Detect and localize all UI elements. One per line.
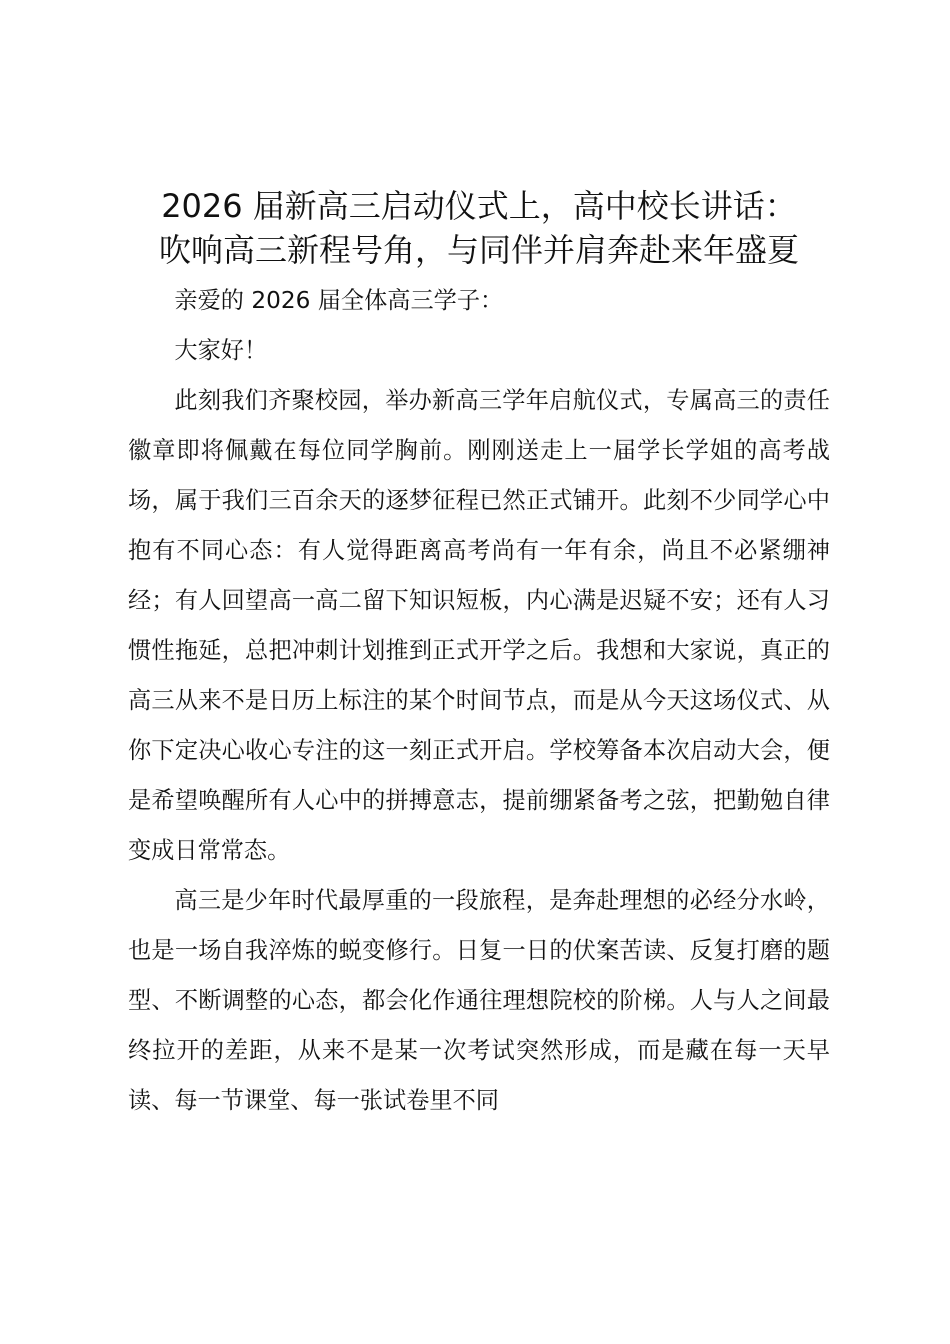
- title-line-1: 2026 届新高三启动仪式上，高中校长讲话：: [161, 187, 797, 225]
- body-paragraph-2: 高三是少年时代最厚重的一段旅程，是奔赴理想的必经分水岭，也是一场自我淬炼的蜕变修行。日复一日的伏案苦读、反复打磨的题型、不断调整的心态，都会化作通往理想院校的阶梯。人与人之间最终拉开的差距，从来不是某一次考试突然形成，而是藏在每一天早读、每一节课堂、每一张试卷里不同: [128, 887, 830, 1114]
- document-body: [128, 276, 830, 1126]
- document-title: [128, 184, 830, 272]
- body-paragraph-1: 此刻我们齐聚校园，举办新高三学年启航仪式，专属高三的责任徽章即将佩戴在每位同学胸前。刚刚送走上一届学长学姐的高考战场，属于我们三百余天的逐梦征程已然正式铺开。此刻不少同学心中抱有不同心态：有人觉得距离高考尚有一年有余，尚且不必紧绷神经；有人回望高一高二留下知识短板，内心满是迟疑不安；还有人习惯性拖延，总把冲刺计划推到正式开学之后。我想和大家说，真正的高三从来不是日历上标注的某个时间节点，而是从今天这场仪式、从你下定决心收心专注的这一刻正式开启。学校筹备本次启动大会，便是希望唤醒所有人心中的拼搏意志，提前绷紧备考之弦，把勤勉自律变成日常常态。: [128, 387, 830, 864]
- salutation: 亲爱的 2026 届全体高三学子：: [174, 287, 504, 314]
- document-page: [128, 184, 830, 1126]
- title-line-2: 吹响高三新程号角，与同伴并肩奔赴来年盛夏: [158, 231, 799, 269]
- greeting: 大家好！: [174, 337, 268, 364]
